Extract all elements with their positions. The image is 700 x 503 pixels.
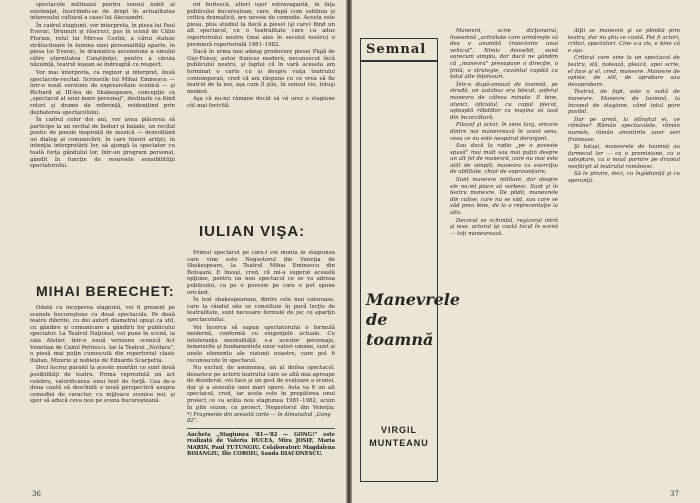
paragraph: Dacă în urma mai adaug producere piesei Plajă de Guy-Foissy, autor francez modern, necunoscut încă publicului nostru, şi faptul că în vară aceasta am terminat o carte cu şi despre viaţa teatrului contemporan, cred că am răspuns cu ce vrea să fie teatrul de la noi, aşa cum îl ştiu, în sensul viu, totuşi modest. (187, 49, 335, 95)
right-col-a (450, 28, 558, 483)
paragraph: Deci lucrez paralel la aceste montări ce sunt două posibilităţi de teatru. Prima reprezintă un act celebru, valorificarea unui text de forţă. Cea de-a doua caută să deschidă o nouă perspectivă asupra comediei de caracter, cu mijloace scenice noi, şi sper să aducă ceva nou pe scena bucureşteană. (30, 365, 175, 405)
right-page (352, 0, 700, 503)
left-page (0, 0, 346, 503)
paragraph: Într-o după-amiază de toamnă, pe stradă, un autobuz era blocat, şoferul manevra de câteva minute. E bine, atunci, oficialul, cu capul plecat, aşteaptă răbdător ca maşina să iasă din încurcătură. (450, 81, 558, 121)
paragraph: ori burlescă, altori uşor extravagantă, în faţa publicului bucureştean, care, după cum sublinia şi critica dramatică, are nevoie de comedie. Acesta este piesa, plus studiul la fiecă a piesei (şi care) fiind un alt spectacol, cu o teatralitate care i-a adus repertoriului nostru (mai ales în secolul nostru) o premieră repertorială 1981–1982. (187, 2, 335, 48)
paragraph: Filozof şi actor, în sens larg, oricare dintre noi manevrează în acest sens, ceea ce nu este neapărat deranjant. (450, 122, 558, 142)
left-col1-bottom (30, 305, 175, 475)
footnote: *) Fragmente din această carte — în Almanahul „Gong 82”. (187, 412, 331, 425)
paragraph: În cadrul stagiunii, vor interpreta, în piesa lui Paul Everac, Drumuri şi răscruci, pus în scenă de Călin Florian, rolul lui Mircea Costin, a cărui statuie strălucitoare în lumina unei personalităţi aparte, în piesa lui Everac, în dramatica ascensiune a omului către eternitatea Conştiinţei, pentru a căruia năzuinţă, teatrul ieşean se îndreaptă cu respect. (30, 22, 175, 69)
paragraph: În text shakespearean, dintre cele mai valoroase, care la rândul său se constituie în pură lecţie de teatralitate, sunt necesare formule de joc ce aparţin spectacolului. (187, 297, 335, 323)
left-col1-top (30, 2, 175, 247)
paragraph: Primul spectacol pe care-l voi monta în stagiunea care vine este Negustorul din Veneţia de Shakespeare, la Teatrul Mihai Eminescu din Botoşani. E însuşi, cred, că mi-a sugerat această opţiune, pentru un nou spectacol ce se va adresa publicului, ca pe o poveste pe care o pot spune oricând. (187, 250, 335, 296)
page-number: 37 (670, 490, 679, 498)
article-author: VIRGIL MUNTEANU (369, 425, 429, 448)
survey-credit: Ancheta „Stagiunea '81—'82 — GONG!” este realizată de Valeria DUCEA, Mira JOSIF, Maria MARIN, Paul TUTUNGIU. Colaboratori: Magdalena BOIANGIU, Ilie COROIU, Sanda DIACONESCU. (187, 432, 335, 458)
article-title: Manevrele de toamnă (366, 290, 461, 349)
paragraph: Odată cu începerea stagiunii, voi fi prezent pe scenele bucureştene cu două spectacole. Pe două teatre diferite, cu doi autori diametral opuşi ca stil, cu gândire şi comunicare a gândirii lor publicului spectator. La Teatrul Naţional, voi pune în scenă, la sala Atelier, într-o nouă versiune scenică Act Venetian de Camil Petrescu. Iar la Teatrul „Nottara”, o piesă mai puţin cunoscută din repertoriul clasic italian, Mizerie şi noblețe de Eduardo Scarpetta. (30, 305, 175, 364)
divider (187, 428, 335, 429)
paragraph: Voi încerca să supun spectatorului o formulă modernă, conformă cu exigenţele actuale. Cu intoleranţa mentalităţii, s-a acestor personaje, temeiurile şi fundamentele unor valori umane, sunt şi unele elemente ale viziunii noastre, care pot fi recunoscute în spectacol. (187, 324, 335, 364)
paragraph: Criticul care vine la un spectacol de teatru, stă, notează, pleacă, apoi scrie, el face şi el, cred, manevre. Manevre de opinie, de stil, de aprobare sau dezaprobare. (568, 55, 680, 88)
paragraph: Decorul se schimbă, regizorul intră şi iese, actorul îşi caută locul în scenă — toţi manevrează. (450, 217, 558, 237)
section-label: Semnal (366, 42, 427, 57)
page-number: 36 (32, 490, 41, 498)
paragraph: Vor mai interpreta, ca regizor şi interpret, două spectacole-recital: Scrisorile lui Mihai Eminescu — într-o nouă versiune de expresivitate scenică — şi Richard al III-lea de Shakespeare, concepţie ca „spectacol al unui mare personaj”, destinate ca fiind roluri şi drame de referinţă, evidenţiind prin dezbaterea spectacolului. (30, 69, 175, 116)
paragraph: Alţii se manevră şi se plimbă prin teatru, dar nu ştiu ce caută. Pot fi actori, critici, spectatori. Cine s-a zis, e bine că e aşa. (568, 28, 680, 54)
paragraph: Dar pe urmă, la sfârşitul ei, ce rămâne? Rămân spectacolele, rămân numele, rămân amintirile unor seri frumoase. (568, 116, 680, 143)
paragraph: Nu exclud, de asemenea, un al doilea spectacol, deoarece pe actorii teatrului care se află mai aproape de deziderat, voi face şi un gest de evaluare a scenei, dar şi a sensului unei mari opere. Asta va fi un alt spectacol, cred, iar acela este în pregătirea unui proiect ce va arăta nou stagiunea 1981–1982, acum în plin sezon; ca proiect, Negustorul din Veneţia; (187, 365, 335, 410)
paragraph: spectacole militează pentru sensul nobil al existenţei, înscriindu-se de drept în actualitatea interesului cultural a casei lui Alecsandri. (30, 2, 175, 22)
left-col2-bottom (187, 250, 335, 410)
right-col-b (568, 28, 680, 483)
paragraph: Să le privim, deci, cu îngăduinţă şi cu speranţă. (568, 171, 680, 185)
heading-iulian-visa: IULIAN VIŞA: (199, 223, 306, 240)
title-box (360, 60, 461, 482)
paragraph: Sunt manevre militare, dar despre ele nu-mi place să vorbesc. Sunt şi în teatru manevre. De pildă, manevrele din culise, care nu se văd, sau care se văd prea bine, de la o reprezentaţie la alta. (450, 177, 558, 217)
paragraph: Teatrul, de fapt, este o suită de manevre. Manevre de toamnă, la început de stagiune, când totul pare posibil. (568, 89, 680, 116)
heading-mihai-berechet: MIHAI BERECHET: (36, 283, 175, 299)
paragraph: Şi totuşi, manevrele de toamnă au farmecul lor — ca o promisiune, ca o aşteptare, ca o nouă pornire pe drumul nesfârşit al teatrului românesc. (568, 144, 680, 170)
paragraph: Sau dacă la radio „pe o poveste spusă” mai mult sau mai puţin despre un alt fel de manevră, care nu mai este atât de simplă, manevra ca exerciţiu de abilitate, chiar de supravieţuire. (450, 143, 558, 176)
paragraph: În cadrul celor doi ani, vor avea plăcerea să participe la un recital de lieduri şi balade, un recital poetic de poezie inspirată de muzică — dezvoltând un dialog al comunicării, în care tinerii artişti, în intenţia interpretării lor, să ajungă la spectator cu toată forţa gândului lor, într-un program personal, gândit în funcţie de resursele sensibilităţii spectatorului. (30, 117, 175, 170)
paragraph: Aşa că nu-mi rămâne decât să vă urez o stagiune cât mai fericită. (187, 96, 335, 109)
left-col2-top (187, 2, 335, 182)
paragraph: Manevră, scrie dicţionarul, înseamnă „activitate care urmăreşte să dea o anumită traiectorie unui vehicul”. Nimic deosebit, sună oarecum simplu, dar dacă ne gândim că „manevra” presupune o direcţie, o ţintă, o strategie, cuvântul capătă cu totul alte înţelesuri. (450, 28, 558, 81)
